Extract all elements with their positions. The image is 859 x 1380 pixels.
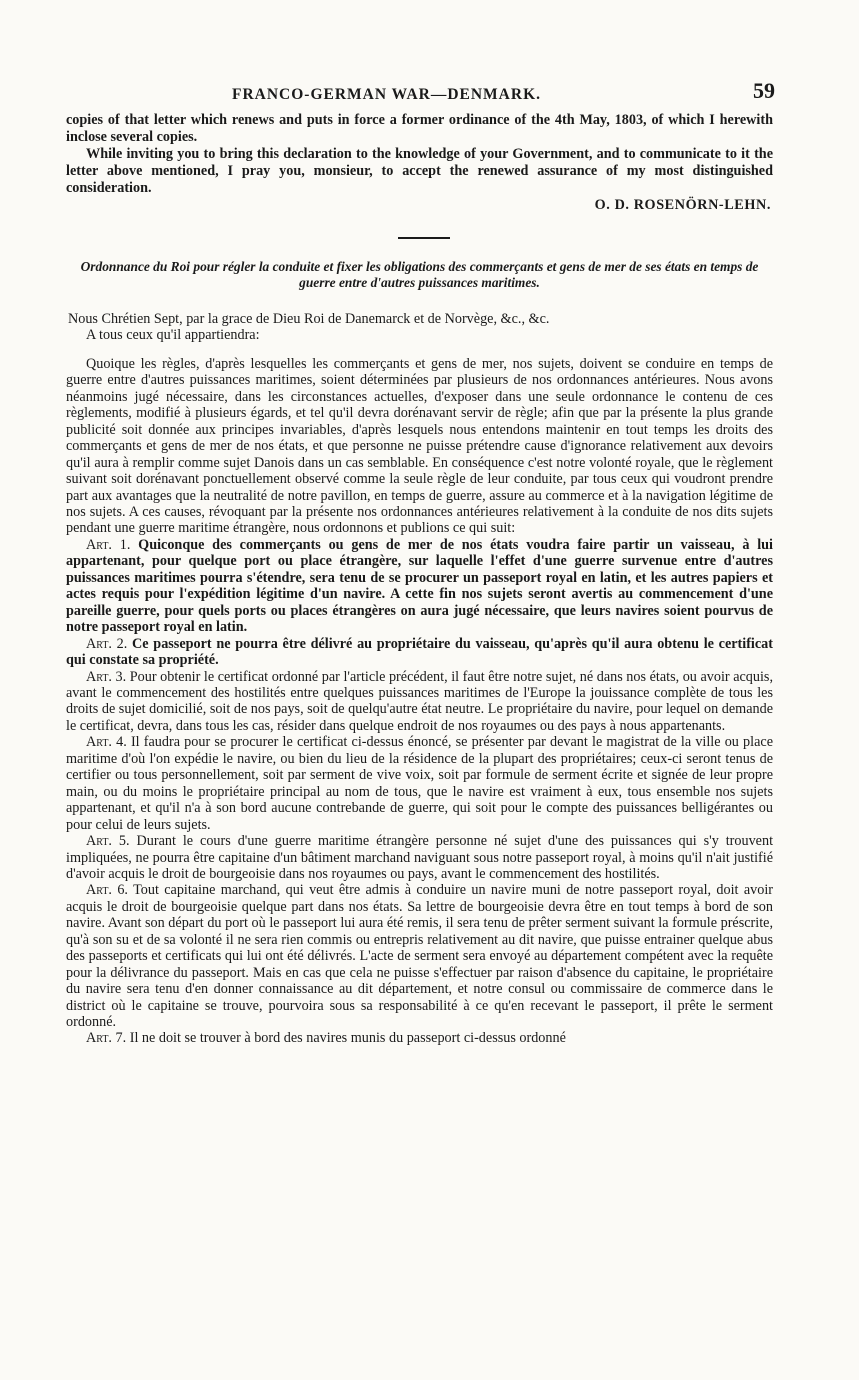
ordinance-preamble: Nous Chrétien Sept, par la grace de Dieu Roi de Danemarck et de Norvège, &c., &c.	[68, 311, 550, 327]
article-text: Il ne doit se trouver à bord des navires munis du passeport ci-dessus ordonné	[129, 1030, 566, 1047]
running-header	[66, 78, 773, 112]
letter-closing	[66, 112, 773, 197]
ordinance-text	[66, 311, 773, 1047]
article-label: Art. 2.	[86, 635, 128, 652]
article-6	[66, 882, 773, 1030]
ordinance-title: Ordonnance du Roi pour régler la conduite et fixer les obligations des commerçants et gens de mer de ses états en temps de guerre entre d'autres puissances maritimes.	[80, 259, 759, 290]
article-text: Tout capitaine marchand, qui veut être admis à conduire un navire muni de notre passeport royal, doit avoir acquis le droit de bourgeoisie quelque part dans nos états. Sa lettre de bourgeoisie devra être en tout temps à bord de son navire. Avant son départ du port où le passeport lui aura été remis, il sera tenu de prêter serment suivant la formule préscrite, qu'à son su et de sa volonté il ne sera rien commis ou entrepris relativement au dit navire, que puisse entrainer quelque abus des passeports et certificats qui lui ont été délivrés. L'acte de serment sera envoyé au département compétent avec la requête pour la délivrance du passeport. Mais en cas que cela ne puisse s'effectuer par raison d'absence du capitaine, le propriétaire du navire sera tenu d'en donner connaissance au dit département, et notre consul ou commissaire de commerce dans le district où le capitaine se trouve, pourvoira sous sa responsabilité à ce qu'en recevant le passeport, il prête le serment ordonné.	[66, 882, 774, 1031]
article-label: Art. 1.	[86, 536, 131, 553]
section-divider	[398, 237, 450, 239]
article-label: Art. 6.	[86, 882, 128, 899]
article-label: Art. 5.	[86, 833, 130, 850]
article-text: Quiconque des commerçants ou gens de mer de nos états voudra faire partir un vaisseau, à lui appartenant, pour quelque port ou place étrangère, sur laquelle l'effet d'une guerre survenue entre d'autres puissances maritimes pourra s'étendre, sera tenu de se procurer un passeport royal en latin, et les autres papiers et actes requis pour l'expédition légitime d'un navire. A cette fin nos sujets seront avertis au commencement d'une pareille guerre, pour quels ports ou places étrangères on aura jugé nécessaire, que leurs navires soient pourvus de notre passeport royal en latin.	[66, 536, 773, 636]
article-text: Durant le cours d'une guerre maritime étrangère personne né sujet d'une des puissances qui s'y trouvent impliquées, ne pourra être capitaine d'un bâtiment marchand naviguant sous notre passeport royal, à moins qu'il n'ait justifié d'avoir acquis le droit de bourgeoisie dans nos royaumes ou pays, avant le commencement des hostilités.	[66, 833, 774, 882]
page-number: 59	[753, 78, 775, 103]
signature: O. D. ROSENÖRN-LEHN.	[594, 197, 771, 213]
article-label: Art. 3.	[86, 668, 127, 685]
article-text: Ce passeport ne pourra être délivré au propriétaire du vaisseau, qu'après qu'il aura obtenu le certificat qui constate sa propriété.	[66, 635, 773, 669]
article-4	[66, 734, 773, 833]
article-text: Pour obtenir le certificat ordonné par l'article précédent, il faut être notre sujet, né dans nos états, ou avoir acquis, avant le commencement des hostilités entre quelques puissances maritimes de l'Europe la jouissance complète de tous les droits de sujet domicilié, soit de nos pays, soit de quelqu'autre état neutre. Le propriétaire du navire, pour lequel on demande le certificat, devra, dans tous les cas, résider dans quelque endroit de nos royaumes ou des pays à nous appartenants.	[66, 668, 773, 734]
article-1	[66, 537, 773, 636]
article-text: Il faudra pour se procurer le certificat ci-dessus énoncé, se présenter par devant le magistrat de la ville ou place maritime d'où l'on expédie le navire, ou bien du lieu de la résidence de la plupart des propriétaires; ceux-ci seront tenus de certifier ou tous personnellement, soit par serment de vive voix, soit par formule de serment écrite et signée de leur propre main, ou du moins le propriétaire principal au nom de tous, que le navire est vraiment à eux, tous ensemble nos sujets appartenant, et qu'il n'a à son bord aucune contrebande de guerre, qui soit pour le compte des puissances belligérantes ou pour celui de leurs sujets.	[66, 734, 773, 833]
ordinance-body: Quoique les règles, d'après lesquelles les commerçants et gens de mer, nos sujets, doivent se conduire en temps de guerre entre d'autres puissances maritimes, soient déterminées par plusieurs de nos ordonnances antérieures. Nous avons néanmoins jugé nécessaire, dans les circonstances actuelles, d'exposer dans une seule ordonnance le contenu de ces règlements, modifié à plusieurs égards, et tel qu'il devra dorénavant servir de règle; afin que par la présente la plus grande publicité soit donnée aux principes invariables, d'après lesquels nous entendons maintenir en tout temps les droits des commerçants et gens de mer de nos états, et que personne ne puisse prétendre cause d'ignorance relativement aux devoirs qu'il aura à remplir comme sujet Danois dans un cas semblable. En conséquence c'est notre volonté royale, que le règlement suivant soit dorénavant ponctuellement observé comme la seule règle de leur conduite, par tous ceux qui voudront prendre part aux avantages que la neutralité de notre pavillon, en temps de guerre, assure au commerce et à la navigation légitime de nos sujets. A ces causes, révoquant par la présente nos ordonnances antérieures relativement à la conduite de nos dits sujets pendant une guerre maritime étrangère, nous ordonnons et publions ce qui suit:	[66, 355, 773, 537]
running-title: FRANCO-GERMAN WAR—DENMARK.	[232, 86, 542, 103]
article-7	[66, 1030, 773, 1046]
letter-paragraph: copies of that letter which renews and puts in force a former ordinance of the 4th May, 1803, of which I herewith inclose several copies.	[66, 112, 773, 145]
article-5	[66, 833, 773, 882]
letter-paragraph: While inviting you to bring this declaration to the knowledge of your Government, and to communicate to it the letter above mentioned, I pray you, monsieur, to accept the renewed assurance of my most distinguished consideration.	[66, 146, 773, 196]
ordinance-address: A tous ceux qu'il appartiendra:	[86, 327, 260, 344]
article-label: Art. 7.	[86, 1030, 127, 1047]
article-label: Art. 4.	[86, 734, 127, 751]
article-3	[66, 669, 773, 735]
article-2	[66, 636, 773, 669]
